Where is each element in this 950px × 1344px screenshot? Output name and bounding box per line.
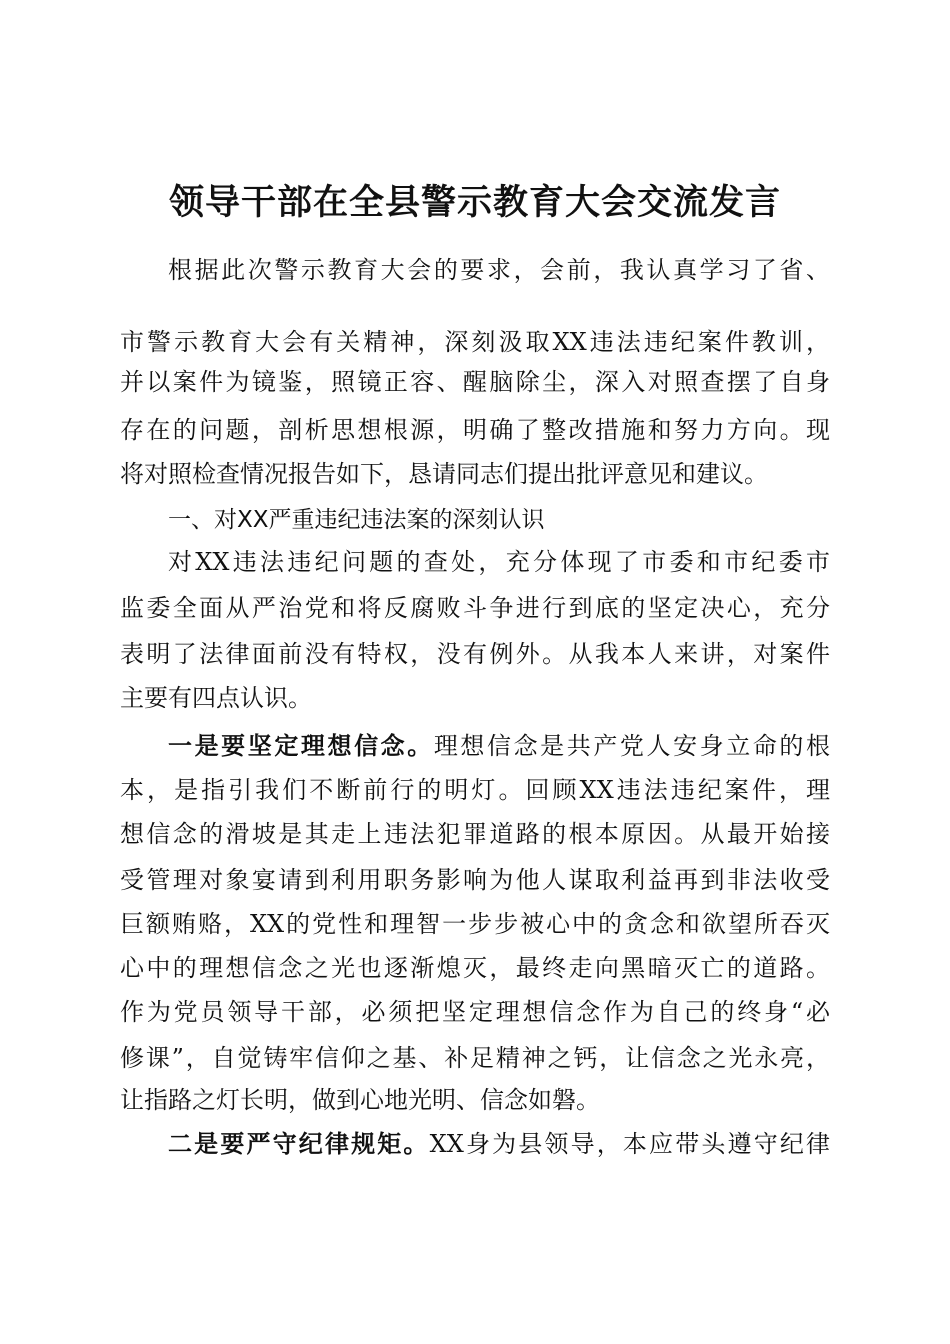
document-title: 领导干部在全县警示教育大会交流发言 [168,182,781,223]
point2-first-line [168,1120,830,1168]
section1-line-2: 监委全面从严治党和将反腐败斗争进行到底的坚定决心，充分 [120,594,830,622]
point2-lead: 二是要严守纪律规矩。 [168,1129,430,1158]
point1-line-8: 修课”，自觉铸牢信仰之基、补足精神之钙，让信念之光永亮， [120,1044,830,1072]
point1-line-6: 心中的理想信念之光也逐渐熄灭，最终走向黑暗灭亡的道路。 [120,954,830,982]
intro-line-4: 存在的问题，剖析思想根源，明确了整改措施和努力方向。现 [120,416,830,444]
point1-line-2: 本，是指引我们不断前行的明灯。回顾XX违法违纪案件，理 [120,776,830,804]
section1-line-3: 表明了法律面前没有特权，没有例外。从我本人来讲，对案件 [120,640,830,668]
point1-first-line [168,722,830,770]
point1-lead: 一是要坚定理想信念。 [168,731,434,760]
intro-line-1: 根据此次警示教育大会的要求，会前，我认真学习了省、 [168,256,830,284]
section-heading-1: 一、对XX严重违纪违法案的深刻认识 [168,507,545,533]
point2-first-text: XX身为县领导，本应带头遵守纪律 [429,1130,831,1158]
section1-line-1: 对XX违法违纪问题的查处，充分体现了市委和市纪委市 [168,548,830,576]
section1-line-4: 主要有四点认识。 [120,684,312,712]
point1-line-9: 让指路之灯长明，做到心地光明、信念如磐。 [120,1086,600,1114]
intro-line-2: 市警示教育大会有关精神，深刻汲取XX违法违纪案件教训， [120,328,830,356]
intro-line-3: 并以案件为镜鉴，照镜正容、醒脑除尘，深入对照查摆了自身 [120,368,830,396]
point1-line-5: 巨额贿赂，XX的党性和理智一步步被心中的贪念和欲望所吞灭 [120,910,830,938]
point1-first-text: 理想信念是共产党人安身立命的根 [433,732,831,760]
intro-line-5: 将对照检查情况报告如下，恳请同志们提出批评意见和建议。 [120,460,768,488]
point1-line-4: 受管理对象宴请到利用职务影响为他人谋取利益再到非法收受 [120,866,830,894]
point1-line-3: 想信念的滑坡是其走上违法犯罪道路的根本原因。从最开始接 [120,820,830,848]
point1-line-7: 作为党员领导干部，必须把坚定理想信念作为自己的终身“必 [120,998,830,1026]
